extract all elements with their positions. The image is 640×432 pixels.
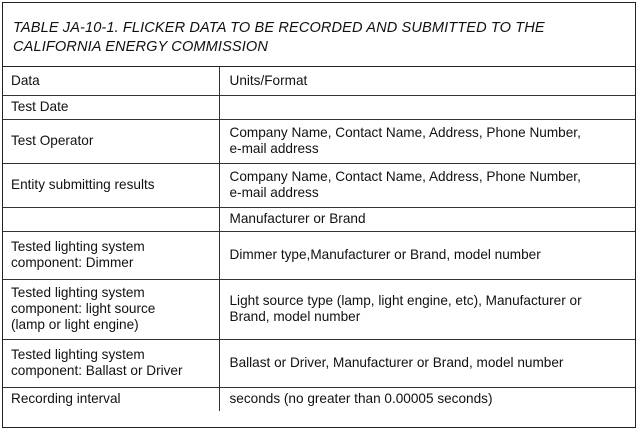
table-row xyxy=(3,207,635,231)
row-data-cell xyxy=(3,207,219,231)
row-data-cell: Recording interval xyxy=(3,387,219,411)
table-row xyxy=(3,163,635,207)
row-units-cell: Company Name, Contact Name, Address, Phone Number, e-mail address xyxy=(219,119,635,163)
row-units-cell: Dimmer type,Manufacturer or Brand, model number xyxy=(219,231,635,279)
caption-line-1: TABLE JA-10-1. FLICKER DATA TO BE RECORDED AND SUBMITTED TO THE xyxy=(13,20,545,36)
row-data-cell: Tested lighting system component: Ballast or Driver xyxy=(3,339,219,387)
table-row xyxy=(3,119,635,163)
row-data-cell: Test Date xyxy=(3,95,219,119)
row-data-cell: Tested lighting system component: light source (lamp or light engine) xyxy=(3,279,219,339)
row-units-cell xyxy=(219,95,635,119)
table-row xyxy=(3,339,635,387)
caption-line-2: CALIFORNIA ENERGY COMMISSION xyxy=(13,39,268,55)
row-units-cell: seconds (no greater than 0.00005 seconds) xyxy=(219,387,635,411)
table-caption xyxy=(3,3,635,67)
table-row xyxy=(3,231,635,279)
header-data: Data xyxy=(3,67,219,95)
table-row xyxy=(3,387,635,411)
table-row xyxy=(3,95,635,119)
flicker-data-table xyxy=(2,2,636,428)
row-data-cell: Test Operator xyxy=(3,119,219,163)
row-data-cell: Tested lighting system component: Dimmer xyxy=(3,231,219,279)
row-units-cell: Manufacturer or Brand xyxy=(219,207,635,231)
row-units-cell: Ballast or Driver, Manufacturer or Brand, model number xyxy=(219,339,635,387)
header-row xyxy=(3,67,635,95)
row-units-cell: Company Name, Contact Name, Address, Phone Number, e-mail address xyxy=(219,163,635,207)
data-table xyxy=(3,67,635,411)
table-row xyxy=(3,279,635,339)
row-units-cell: Light source type (lamp, light engine, etc), Manufacturer or Brand, model number xyxy=(219,279,635,339)
header-units-format: Units/Format xyxy=(219,67,635,95)
row-data-cell: Entity submitting results xyxy=(3,163,219,207)
